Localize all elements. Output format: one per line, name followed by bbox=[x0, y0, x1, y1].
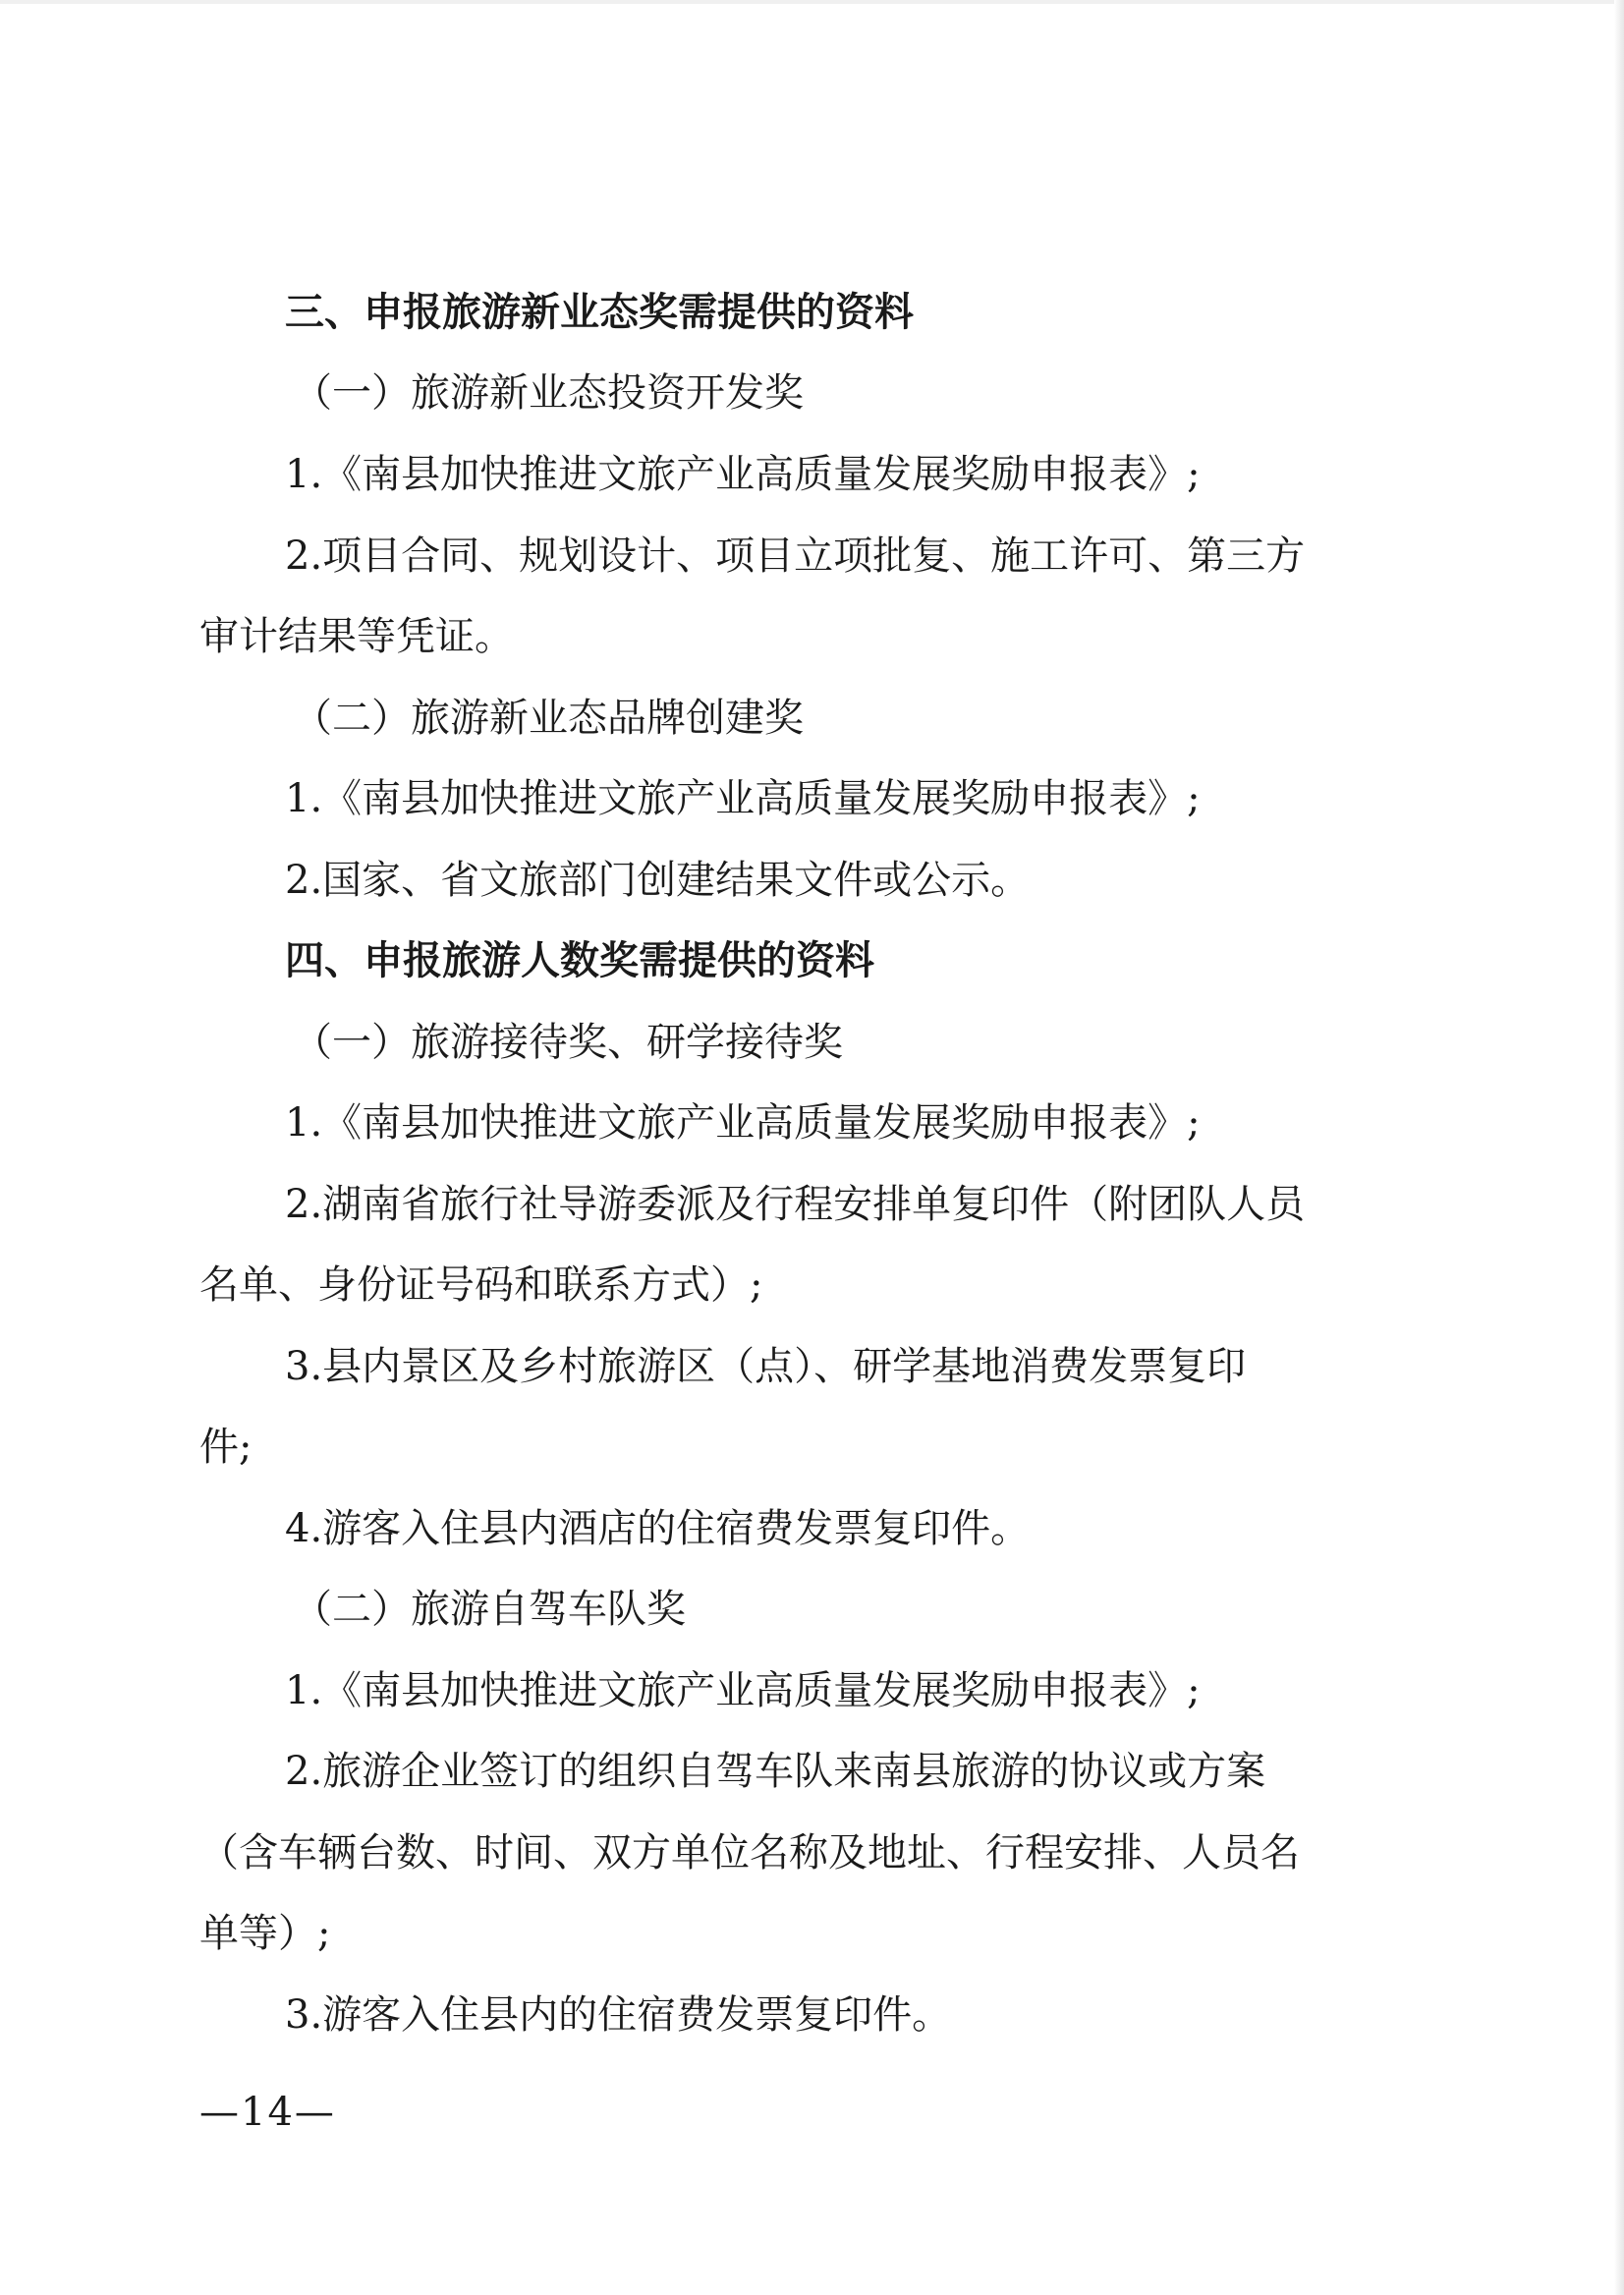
scan-right-edge bbox=[1614, 0, 1624, 2295]
section-4-1-item-3-line-1: 3.县内景区及乡村旅游区（点）、研学基地消费发票复印 bbox=[285, 1344, 1247, 1389]
section-4-2-item-2-line-2: （含车辆台数、时间、双方单位名称及地址、行程安排、人员名 bbox=[199, 1830, 1300, 1875]
section-4-2-item-2-line-3: 单等）; bbox=[199, 1911, 331, 1956]
section-3-2-item-1: 1.《南县加快推进文旅产业高质量发展奖励申报表》; bbox=[285, 776, 1201, 821]
section-4-subheading-1: （一）旅游接待奖、研学接待奖 bbox=[293, 1020, 843, 1065]
section-4-subheading-2: （二）旅游自驾车队奖 bbox=[293, 1587, 686, 1632]
section-3-2-item-2: 2.国家、省文旅部门创建结果文件或公示。 bbox=[285, 858, 1031, 903]
section-4-1-item-4: 4.游客入住县内酒店的住宿费发票复印件。 bbox=[285, 1506, 1031, 1551]
section-3-1-item-1: 1.《南县加快推进文旅产业高质量发展奖励申报表》; bbox=[285, 452, 1201, 497]
section-3-subheading-2: （二）旅游新业态品牌创建奖 bbox=[293, 696, 804, 741]
section-3-heading: 三、申报旅游新业态奖需提供的资料 bbox=[285, 290, 914, 335]
section-3-subheading-1: （一）旅游新业态投资开发奖 bbox=[293, 370, 804, 416]
section-4-heading: 四、申报旅游人数奖需提供的资料 bbox=[285, 938, 874, 983]
section-4-1-item-1: 1.《南县加快推进文旅产业高质量发展奖励申报表》; bbox=[285, 1100, 1201, 1146]
section-4-1-item-2-line-1: 2.湖南省旅行社导游委派及行程安排单复印件（附团队人员 bbox=[285, 1182, 1306, 1227]
section-4-2-item-2-line-1: 2.旅游企业签订的组织自驾车队来南县旅游的协议或方案 bbox=[285, 1749, 1266, 1794]
page-number: —14— bbox=[199, 2090, 336, 2135]
section-4-1-item-3-line-2: 件; bbox=[199, 1425, 252, 1470]
section-4-2-item-3: 3.游客入住县内的住宿费发票复印件。 bbox=[285, 1992, 952, 2038]
section-4-2-item-1: 1.《南县加快推进文旅产业高质量发展奖励申报表》; bbox=[285, 1668, 1201, 1713]
scan-top-edge bbox=[0, 0, 1624, 4]
section-3-1-item-2-line-2: 审计结果等凭证。 bbox=[199, 614, 514, 659]
section-4-1-item-2-line-2: 名单、身份证号码和联系方式）; bbox=[199, 1262, 763, 1308]
section-3-1-item-2-line-1: 2.项目合同、规划设计、项目立项批复、施工许可、第三方 bbox=[285, 533, 1306, 579]
